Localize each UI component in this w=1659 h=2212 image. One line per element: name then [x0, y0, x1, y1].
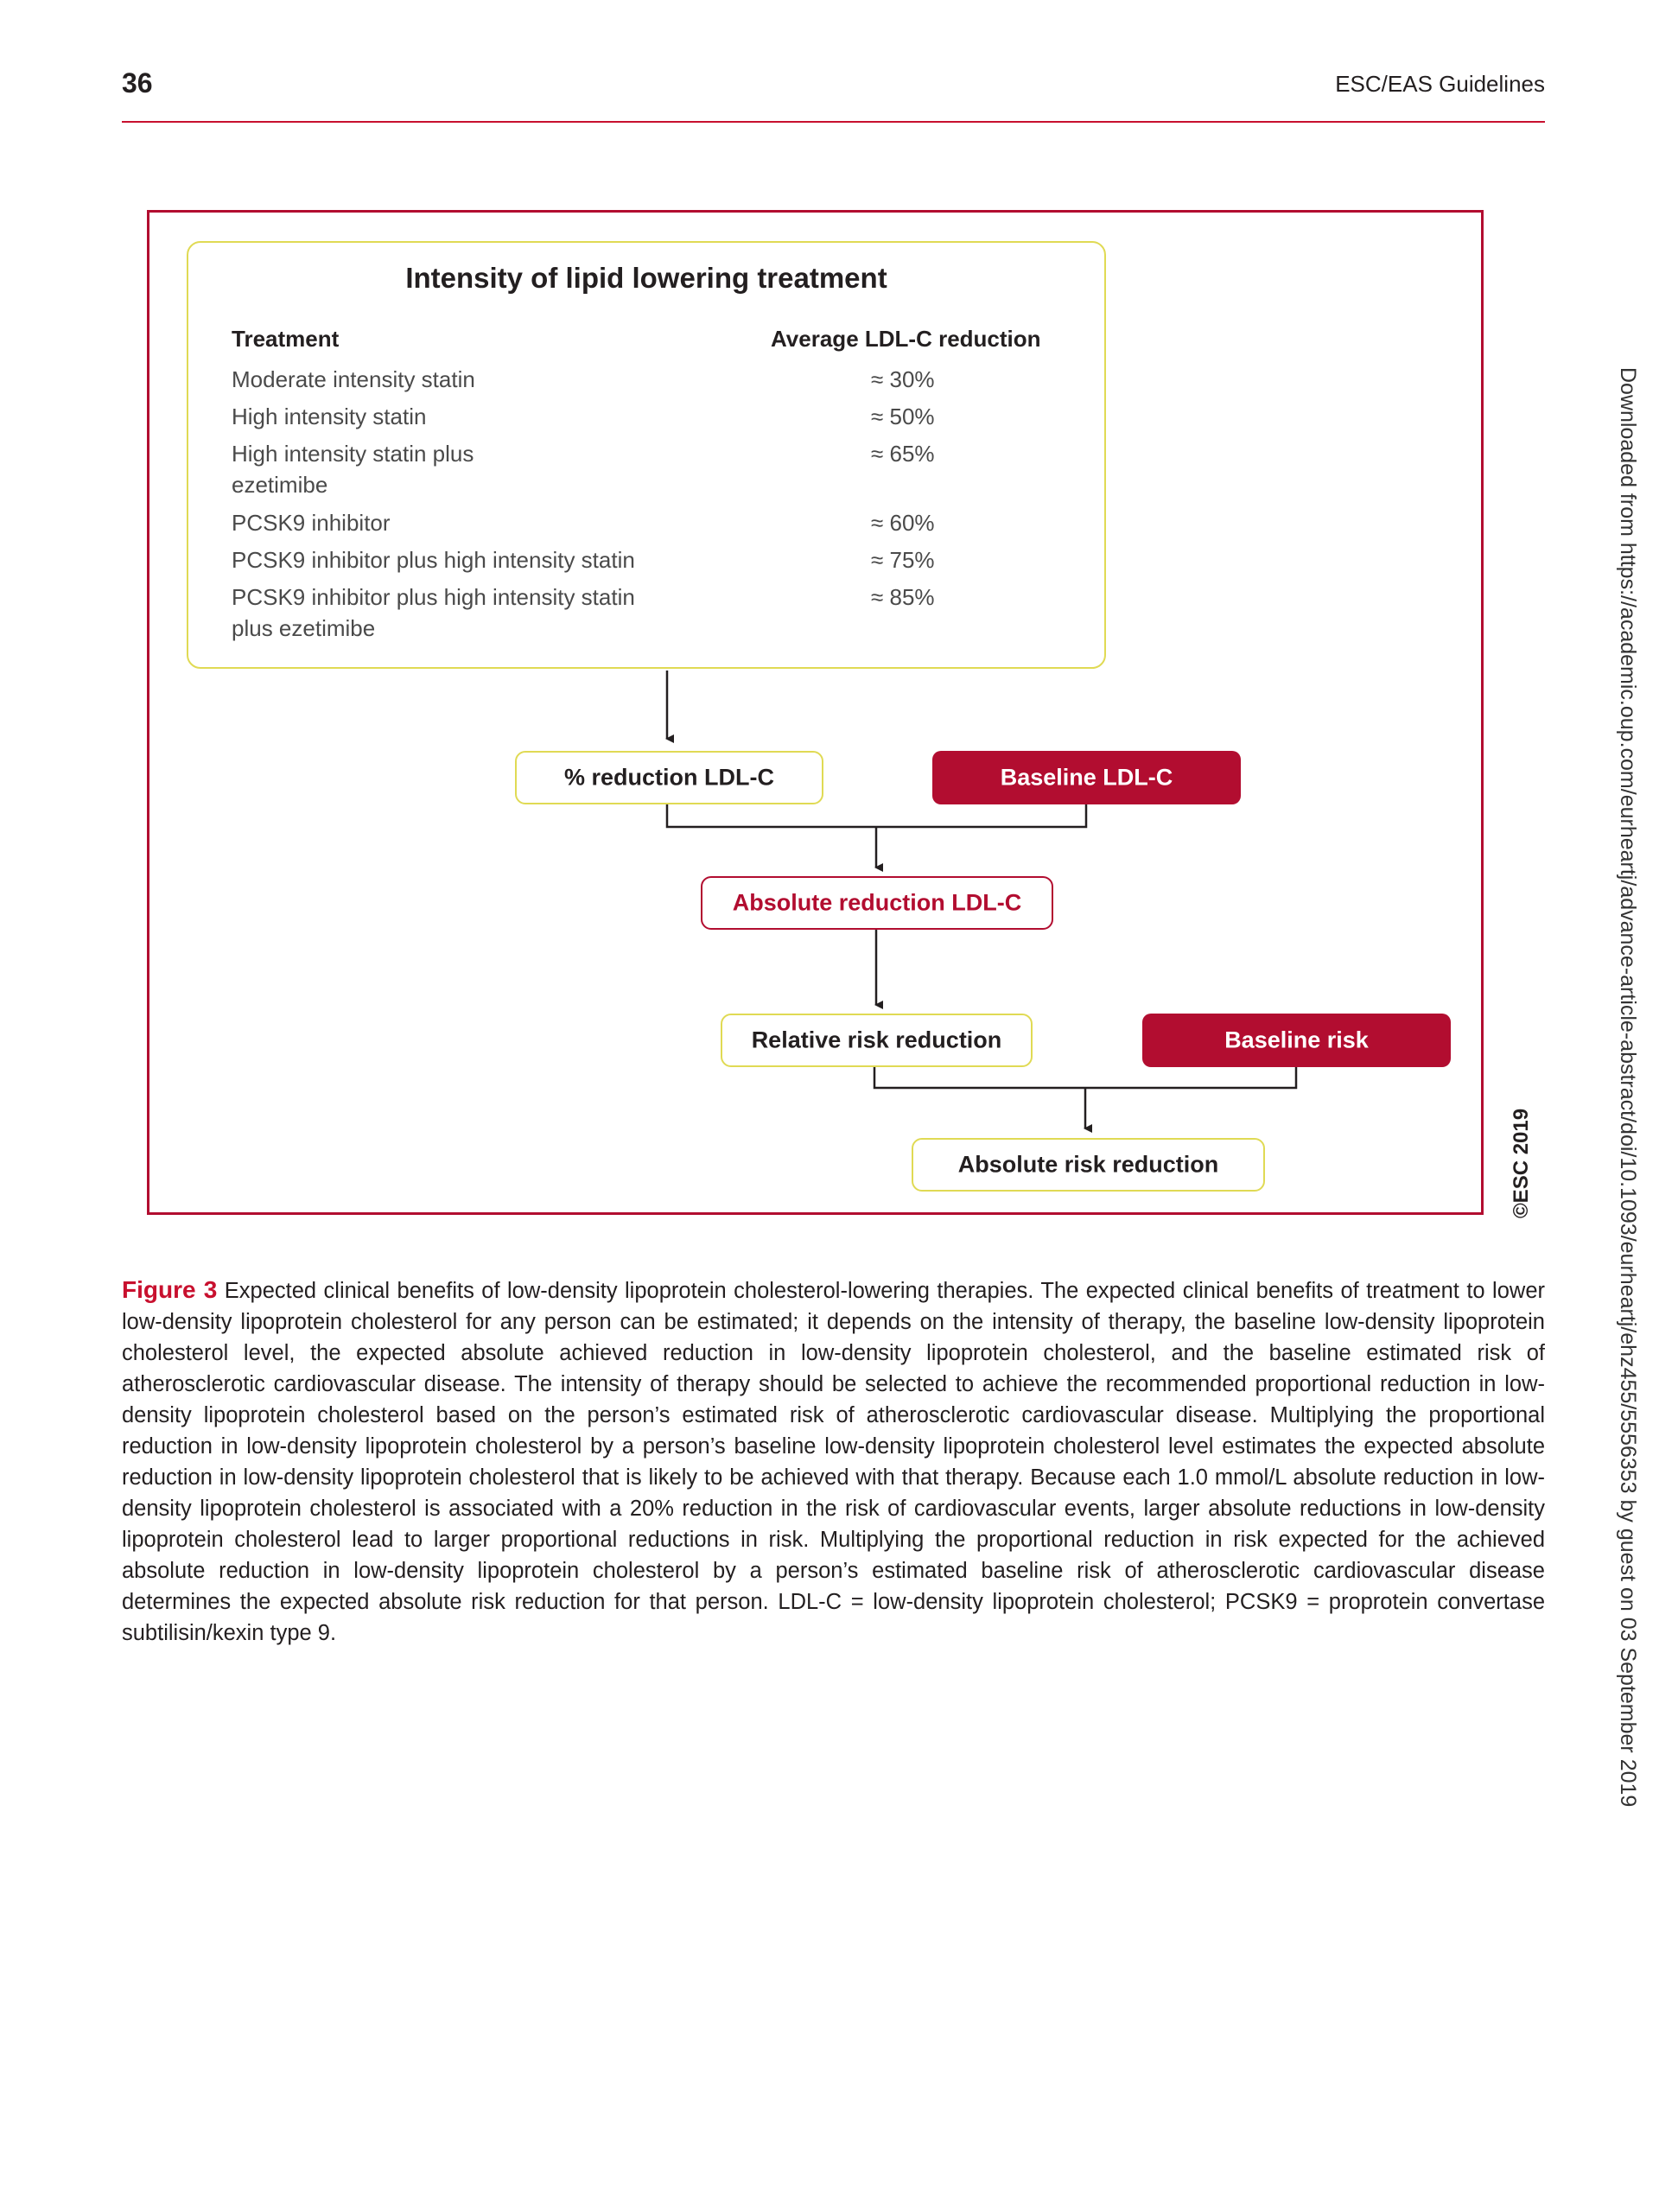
- treatment-name: High intensity statin: [232, 404, 427, 429]
- treatment-value: ≈ 75%: [871, 547, 935, 573]
- absolute-reduction-ldl-box: [701, 876, 1053, 930]
- baseline-risk-box: [1142, 1014, 1451, 1067]
- figure-label: Figure 3: [122, 1276, 218, 1303]
- caption-text: Expected clinical benefits of low-density lipoprotein cholesterol-lowering therapies. The expected clinical benefits of treatment to lower low-density lipoprotein cholesterol for any person can be estimated; it depends on the intensity of therapy, the baseline low-density lipoprotein cholesterol level, the expected absolute achieved reduction in low-density lipoprotein cholesterol, and the baseline estimated risk of atherosclerotic cardiovascular disease. The intensity of therapy should be selected to achieve the recommended proportional reduction in low-density lipoprotein cholesterol based on the person’s estimated risk of atherosclerotic cardiovascular disease. Multiplying the proportional reduction in low-density lipoprotein cholesterol by a person’s baseline low-density lipoprotein cholesterol level estimates the expected absolute reduction in low-density lipoprotein cholesterol that is likely to be achieved with that therapy. Because each 1.0 mmol/L absolute reduction in low-density lipoprotein cholesterol is associated with a 20% reduction in the risk of cardiovascular events, larger absolute reductions in low-density lipoprotein cholesterol lead to larger proportional reductions in risk. Multiplying the proportional reduction in risk expected for the achieved absolute reduction in low-density lipoprotein cholesterol by a person’s estimated baseline risk of atherosclerotic cardiovascular disease determines the expected absolute risk reduction for that person. LDL-C = low-density lipoprotein cholesterol; PCSK9 = proprotein convertase subtilisin/kexin type 9.: [122, 1279, 1545, 1645]
- pct-reduction-label: % reduction LDL-C: [564, 764, 774, 791]
- absolute-risk-reduction-label: Absolute risk reduction: [957, 1151, 1219, 1178]
- treatment-name: PCSK9 inhibitor: [232, 510, 391, 536]
- relative-risk-reduction-box: [721, 1014, 1033, 1067]
- treatment-name: PCSK9 inhibitor plus high intensity statin plus ezetimibe: [232, 584, 635, 641]
- connector-risk-merge: [874, 1065, 1296, 1088]
- treatment-value: ≈ 60%: [871, 510, 935, 536]
- relative-risk-reduction-label: Relative risk reduction: [751, 1027, 1002, 1053]
- baseline-ldl-box: [932, 751, 1241, 804]
- baseline-risk-label: Baseline risk: [1224, 1027, 1369, 1053]
- baseline-ldl-label: Baseline LDL-C: [1000, 764, 1173, 791]
- treatment-value: ≈ 50%: [871, 404, 935, 429]
- column-header-reduction: Average LDL-C reduction: [771, 326, 1041, 352]
- panel-title: Intensity of lipid lowering treatment: [405, 262, 887, 294]
- figure-caption: [122, 1274, 1545, 1649]
- figure-copyright: ©ESC 2019: [1510, 1108, 1533, 1218]
- treatment-value: ≈ 30%: [871, 366, 935, 392]
- page-number: 36: [122, 67, 153, 99]
- absolute-risk-reduction-box: [912, 1138, 1265, 1192]
- treatment-value: ≈ 85%: [871, 584, 935, 610]
- treatment-name: High intensity statin plus ezetimibe: [232, 441, 474, 498]
- download-note: Downloaded from https://academic.oup.com/eurheartj/advance-article-abstract/doi/10.1093/eurheartj/ehz455/5556353 by guest on 03 September 2019: [1616, 367, 1640, 1808]
- connector-ldl-merge: [667, 804, 1086, 827]
- running-head: ESC/EAS Guidelines: [1335, 71, 1545, 97]
- treatment-value: ≈ 65%: [871, 441, 935, 467]
- column-header-treatment: Treatment: [232, 326, 340, 352]
- pct-reduction-box: [515, 751, 823, 804]
- treatment-name: PCSK9 inhibitor plus high intensity statin: [232, 547, 635, 573]
- treatment-name: Moderate intensity statin: [232, 366, 475, 392]
- absolute-reduction-ldl-label: Absolute reduction LDL-C: [732, 889, 1022, 916]
